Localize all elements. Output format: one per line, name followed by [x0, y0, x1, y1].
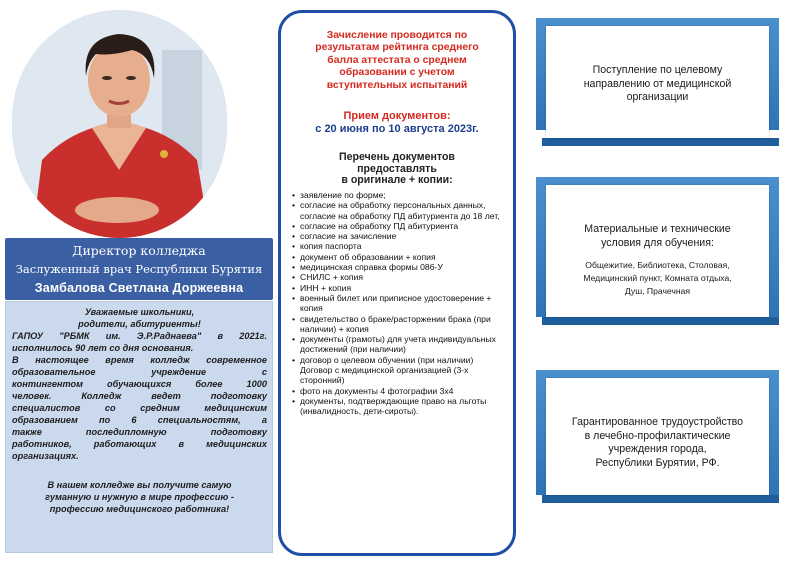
greeting-salutation: родители, абитуриенты! — [78, 319, 201, 329]
enrollment-line: образовании с учетом — [339, 67, 455, 79]
greeting-text-line: ГАПОУ "РБМК им. Э.Р.Раднаева" в 2021г. — [12, 331, 267, 341]
director-rank: Заслуженный врач Республики Бурятия — [15, 262, 263, 276]
card-line: Общежитие, Библиотека, Столовая, — [585, 260, 730, 270]
greeting-text-line: контингентом обучающихся более 1000 — [12, 379, 267, 389]
card-line: организации — [626, 91, 689, 103]
documents-heading-line: Перечень документов — [339, 151, 455, 163]
document-item: • договор о целевом обучении (при наличии) Договор с медицинской организацией (3-х сторонний) — [292, 355, 507, 386]
conditions-heading — [546, 223, 769, 250]
target-admission-card — [536, 18, 779, 138]
card-line: в лечебно-профилактические — [584, 429, 731, 442]
document-item: • военный билет или приписное удостоверение + копия — [292, 293, 507, 314]
greeting-text-line: образовательное учреждение с — [12, 367, 267, 377]
document-item: • согласие на обработку персональных данных, согласие на обработку ПД абитуриента до 18 лет, — [292, 200, 507, 221]
document-item: • документы (грамоты) для учета индивидуальных достижений (при наличии) — [292, 334, 507, 355]
employment-text — [546, 416, 769, 470]
card-body — [546, 378, 769, 495]
greeting-text-line: человек. Колледж ведет подготовку — [12, 391, 267, 401]
reception-dates: с 20 июня по 10 августа 2023г. — [315, 123, 479, 135]
greeting-closing-line: профессию медицинского работника! — [49, 504, 230, 514]
card-line: Медицинский пункт, Комната отдыха, — [583, 273, 732, 283]
director-info-box — [5, 238, 273, 300]
document-item: • документы, подтверждающие право на льготы (инвалидность, дети-сироты). — [292, 396, 507, 417]
enrollment-line: вступительных испытаний — [326, 79, 468, 91]
enrollment-line: Зачисление проводится по — [326, 30, 468, 41]
card-body — [546, 185, 769, 317]
document-item: • заявление по форме; — [292, 190, 507, 200]
target-admission-text — [546, 64, 769, 105]
document-item: • согласие на зачисление — [292, 231, 507, 241]
card-shadow — [542, 317, 779, 325]
documents-list — [292, 190, 507, 417]
documents-heading-line: в оригинале + копии: — [341, 174, 453, 186]
greeting-text-line: также последипломную подготовку — [12, 427, 267, 437]
greeting-text-line: специалистов со средним медицинским — [12, 403, 267, 413]
enrollment-line: балла аттестата о среднем — [327, 54, 467, 66]
greeting-closing-line: гуманную и нужную в мире профессию - — [45, 492, 234, 502]
director-name: Замбалова Светлана Доржеевна — [34, 281, 244, 295]
greeting-salutation: Уважаемые школьники, — [84, 307, 195, 317]
greeting-box — [5, 301, 273, 553]
enrollment-info — [281, 30, 513, 92]
card-line: Гарантированное трудоустройство — [571, 416, 744, 428]
documents-heading — [281, 152, 513, 187]
card-line: учреждения города, — [608, 443, 707, 455]
greeting-text-line: исполнилось 90 лет со дня основания. — [12, 343, 194, 353]
card-line: Республики Бурятии, РФ. — [595, 456, 720, 469]
card-line: Материальные и технические — [584, 223, 731, 235]
director-title: Директор колледжа — [72, 243, 206, 258]
director-photo — [12, 10, 227, 238]
documents-heading-line: предоставлять — [357, 162, 437, 175]
card-shadow — [542, 138, 779, 146]
document-item: • согласие на обработку ПД абитуриента — [292, 221, 507, 231]
card-line: условия для обучения: — [601, 236, 714, 249]
employment-card — [536, 370, 779, 503]
document-item: • СНИЛС + копия — [292, 272, 507, 282]
card-line: направлению от медицинской — [583, 77, 732, 90]
card-line: Душ, Прачечная — [624, 286, 691, 296]
document-item: • фото на документы 4 фотографии 3х4 — [292, 386, 507, 396]
enrollment-line: результатам рейтинга среднего — [315, 42, 479, 54]
document-item: • медицинская справка формы 086-У — [292, 262, 507, 272]
conditions-details — [546, 259, 769, 298]
greeting-text-line: работников, работающих в медицинских — [12, 439, 267, 449]
document-item: • копия паспорта — [292, 241, 507, 251]
document-item: • свидетельство о браке/расторжении брака (при наличии) + копия — [292, 314, 507, 335]
director-portrait-image — [12, 10, 227, 238]
card-line: Поступление по целевому — [592, 64, 723, 76]
document-item: • ИНН + копия — [292, 283, 507, 293]
conditions-card — [536, 177, 779, 325]
card-body — [546, 26, 769, 138]
reception-label: Прием документов: — [343, 110, 451, 122]
document-item: • документ об образовании + копия — [292, 252, 507, 262]
greeting-closing-line: В нашем колледже вы получите самую — [47, 480, 232, 490]
card-shadow — [542, 495, 779, 503]
greeting-text-line: образованием по 6 специальностям, а — [12, 415, 267, 425]
greeting-text-line: В настоящее время колледж современное — [12, 355, 267, 365]
greeting-text-line: организациях. — [12, 451, 79, 461]
reception-dates-block — [281, 110, 513, 136]
